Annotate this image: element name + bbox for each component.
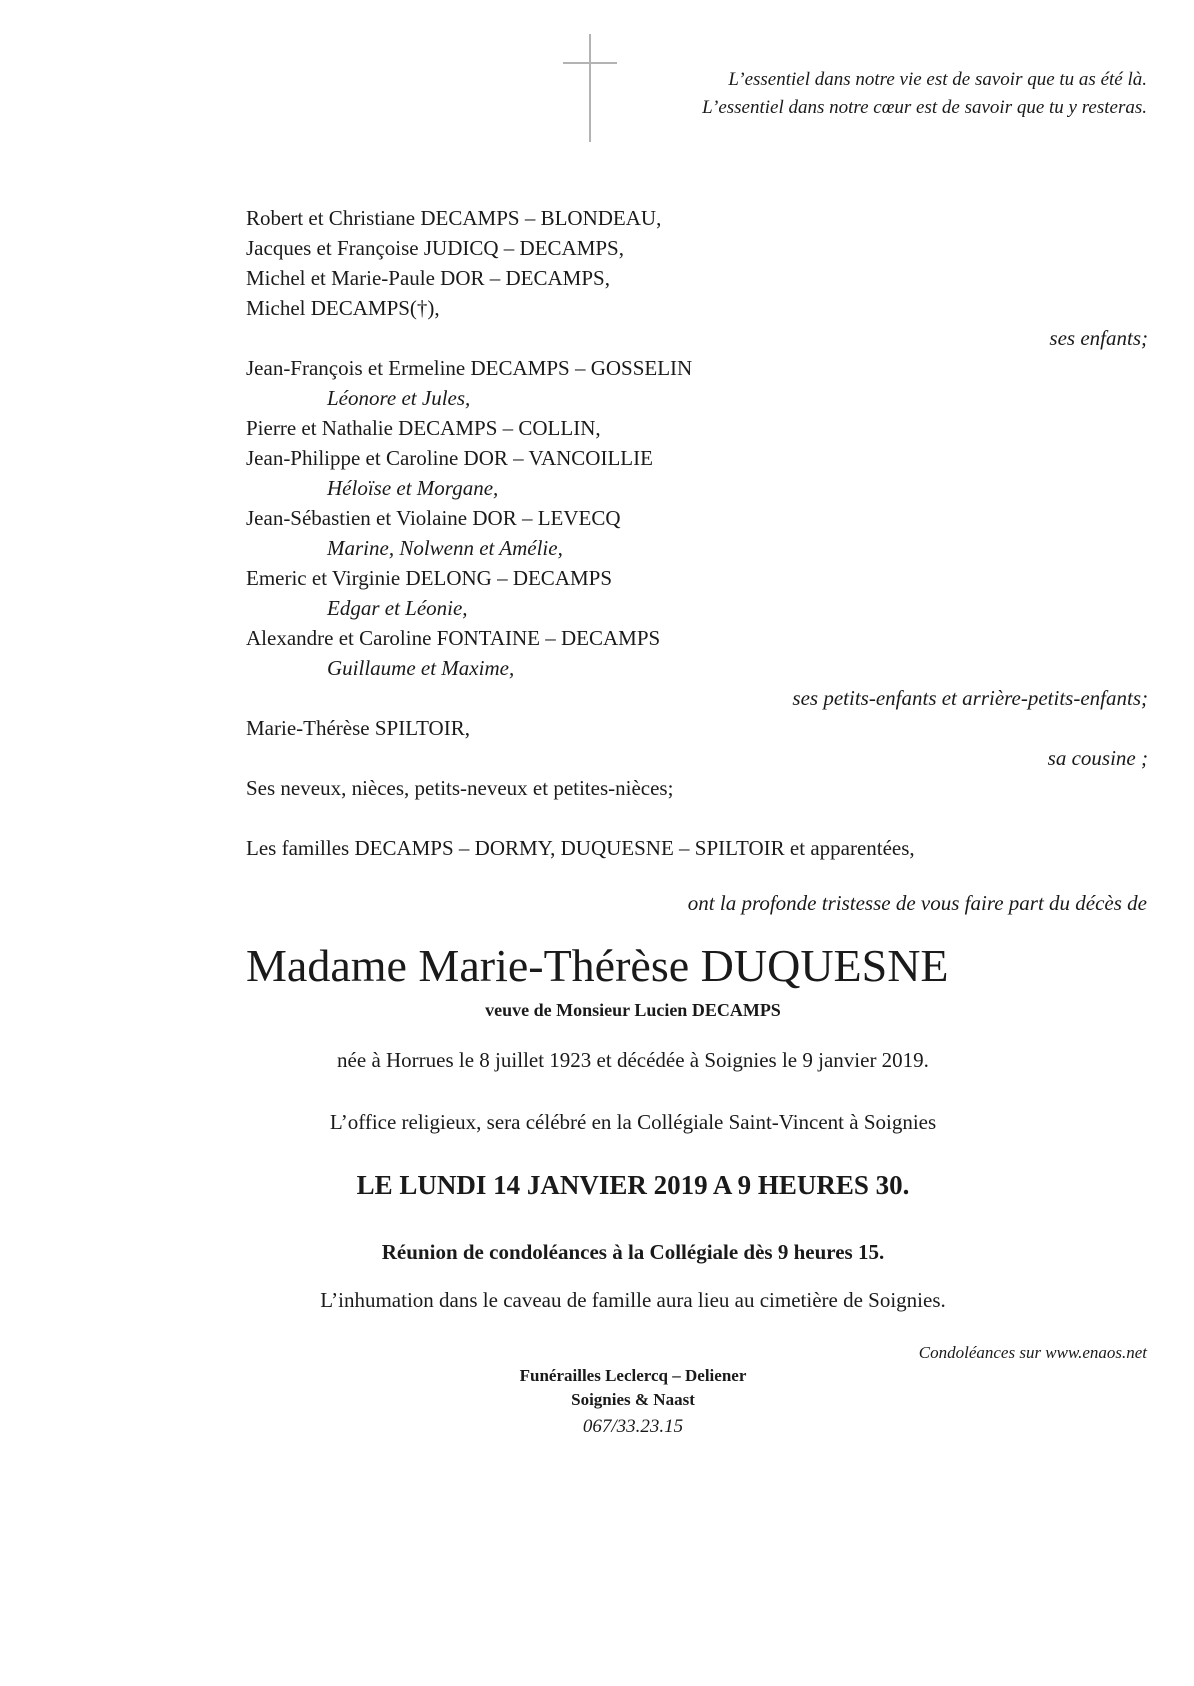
cousin-line: Marie-Thérèse SPILTOIR,: [246, 716, 470, 740]
great-grandchildren: Marine, Nolwenn et Amélie,: [327, 536, 563, 560]
great-grandchildren: Léonore et Jules,: [327, 386, 471, 410]
funeral-home-phone: 067/33.23.15: [582, 1416, 684, 1437]
condolences-link: Condoléances sur www.enaos.net: [918, 1343, 1147, 1362]
child-line: Robert et Christiane DECAMPS – BLONDEAU,: [246, 206, 662, 230]
office-line: L’office religieux, sera célébré en la Collégiale Saint-Vincent à Soignies: [329, 1110, 937, 1134]
epigraph-line-2: L’essentiel dans notre cœur est de savoir que tu y resteras.: [702, 97, 1147, 118]
children-role: ses enfants;: [1049, 326, 1148, 350]
burial-line: L’inhumation dans le caveau de famille aura lieu au cimetière de Soignies.: [320, 1288, 946, 1312]
cross-icon: [563, 34, 617, 142]
nephews-line: Ses neveux, nièces, petits-neveux et petites-nièces;: [246, 776, 674, 800]
child-line: Michel DECAMPS(†),: [246, 296, 440, 320]
great-grandchildren: Héloïse et Morgane,: [327, 476, 499, 500]
grandchild-couple: Jean-François et Ermeline DECAMPS – GOSSELIN: [246, 356, 693, 380]
grandchild-couple: Jean-Philippe et Caroline DOR – VANCOILLIE: [246, 446, 653, 470]
condolence-meeting-line: Réunion de condoléances à la Collégiale dès 9 heures 15.: [381, 1240, 885, 1264]
announcement-line: ont la profonde tristesse de vous faire part du décès de: [687, 891, 1147, 915]
birth-death-line: née à Horrues le 8 juillet 1923 et décédée à Soignies le 9 janvier 2019.: [337, 1048, 929, 1072]
grandchild-couple: Emeric et Virginie DELONG – DECAMPS: [246, 566, 613, 590]
grandchild-couple: Alexandre et Caroline FONTAINE – DECAMPS: [246, 626, 661, 650]
families-line: Les familles DECAMPS – DORMY, DUQUESNE – SPILTOIR et apparentées,: [246, 836, 915, 860]
cousin-role: sa cousine ;: [1047, 746, 1148, 770]
grandchild-couple: Pierre et Nathalie DECAMPS – COLLIN,: [246, 416, 601, 440]
great-grandchildren: Guillaume et Maxime,: [327, 656, 515, 680]
child-line: Jacques et Françoise JUDICQ – DECAMPS,: [246, 236, 624, 260]
ceremony-date: LE LUNDI 14 JANVIER 2019 A 9 HEURES 30.: [356, 1170, 910, 1200]
deceased-name: Madame Marie-Thérèse DUQUESNE: [246, 940, 949, 991]
great-grandchildren: Edgar et Léonie,: [327, 596, 468, 620]
widow-of-line: veuve de Monsieur Lucien DECAMPS: [485, 1000, 781, 1020]
funeral-home-locations: Soignies & Naast: [571, 1390, 695, 1409]
grandchild-couple: Jean-Sébastien et Violaine DOR – LEVECQ: [246, 506, 621, 530]
child-line: Michel et Marie-Paule DOR – DECAMPS,: [246, 266, 610, 290]
family-list: [246, 203, 1148, 863]
funeral-home-name: Funérailles Leclercq – Deliener: [519, 1366, 747, 1385]
epigraph: [702, 66, 1147, 122]
grandchildren-role: ses petits-enfants et arrière-petits-enfants;: [792, 686, 1148, 710]
epigraph-line-1: L’essentiel dans notre vie est de savoir que tu as été là.: [728, 69, 1147, 90]
